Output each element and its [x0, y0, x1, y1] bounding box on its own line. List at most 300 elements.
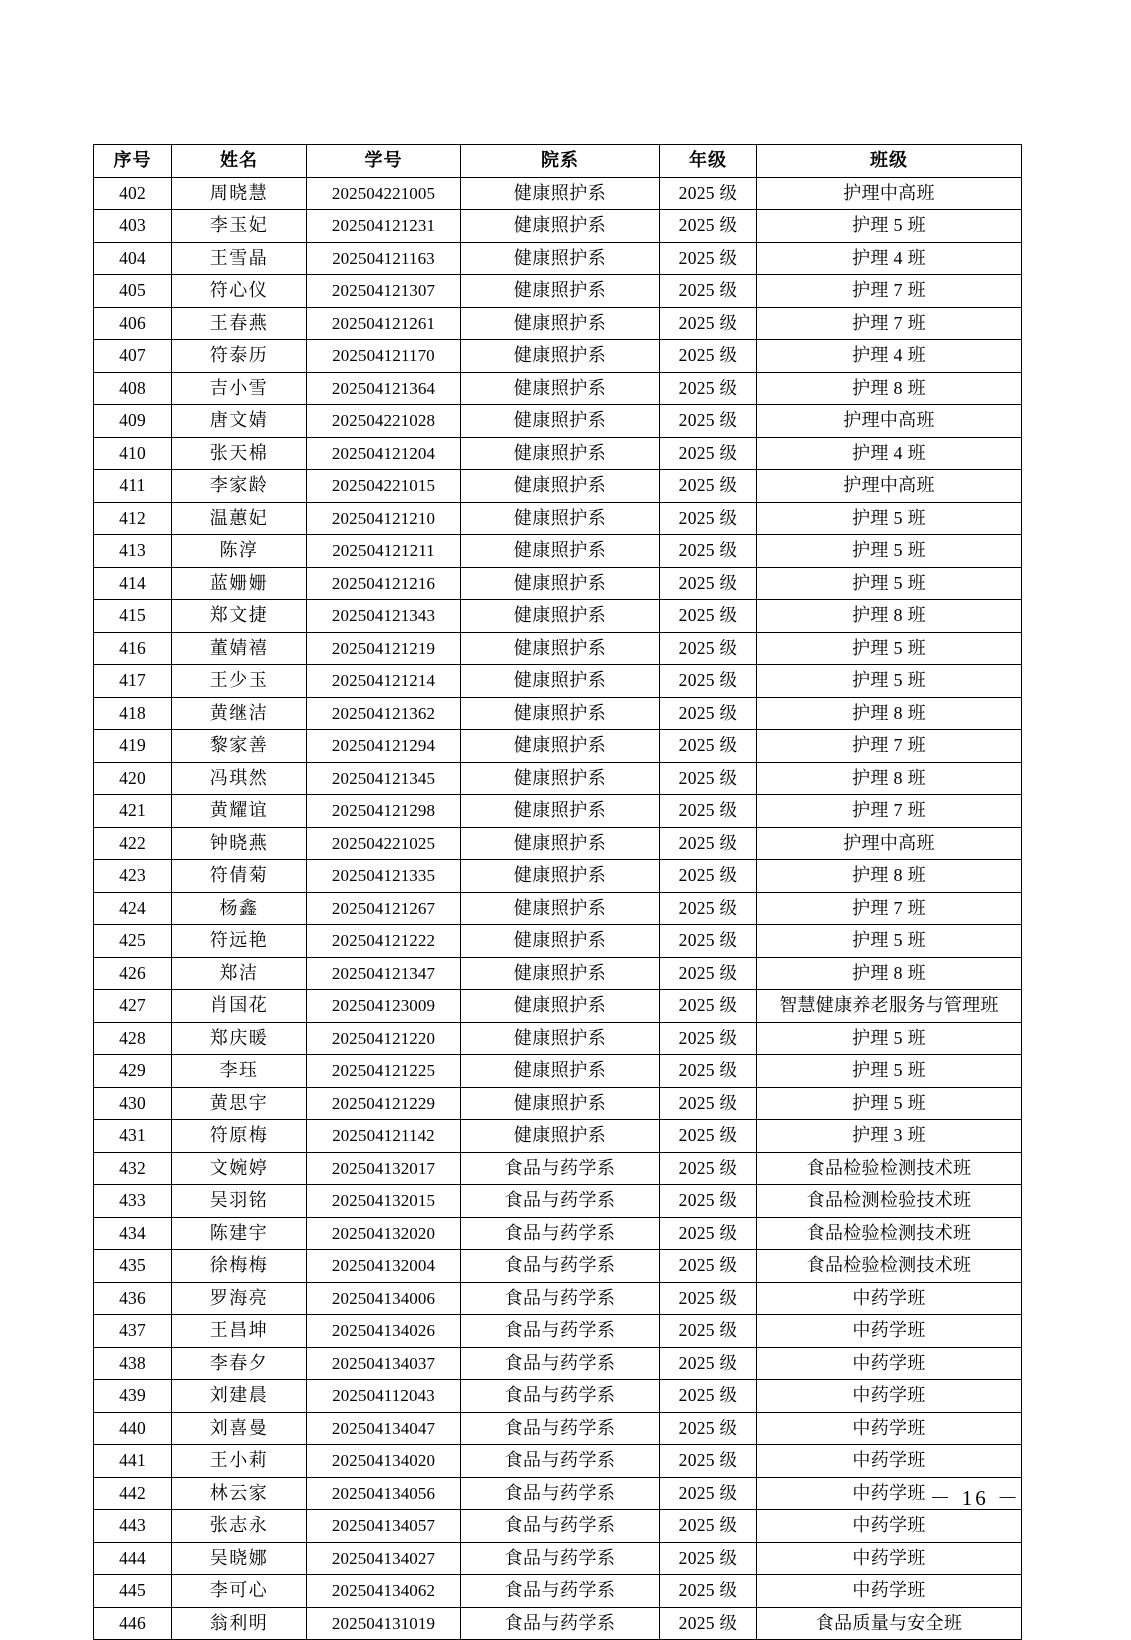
cell-grade: 2025 级 [660, 1412, 757, 1445]
cell-student-id: 202504121170 [307, 340, 461, 373]
cell-class: 中药学班 [757, 1575, 1022, 1608]
cell-grade: 2025 级 [660, 1087, 757, 1120]
cell-name: 郑庆暖 [172, 1022, 307, 1055]
cell-class: 护理 5 班 [757, 925, 1022, 958]
cell-student-id: 202504121210 [307, 502, 461, 535]
cell-department: 健康照护系 [461, 665, 660, 698]
cell-name: 蓝姗姗 [172, 567, 307, 600]
table-row [94, 697, 1022, 730]
cell-department: 健康照护系 [461, 567, 660, 600]
cell-sequence: 423 [94, 860, 172, 893]
cell-department: 健康照护系 [461, 600, 660, 633]
cell-grade: 2025 级 [660, 405, 757, 438]
cell-student-id: 202504112043 [307, 1380, 461, 1413]
cell-department: 健康照护系 [461, 470, 660, 503]
cell-grade: 2025 级 [660, 1120, 757, 1153]
cell-department: 食品与药学系 [461, 1380, 660, 1413]
cell-name: 吴羽铭 [172, 1185, 307, 1218]
cell-department: 健康照护系 [461, 1055, 660, 1088]
cell-class: 护理 8 班 [757, 697, 1022, 730]
cell-sequence: 412 [94, 502, 172, 535]
table-row [94, 535, 1022, 568]
table-row [94, 1412, 1022, 1445]
cell-class: 护理 5 班 [757, 502, 1022, 535]
cell-name: 徐梅梅 [172, 1250, 307, 1283]
table-row [94, 1055, 1022, 1088]
cell-grade: 2025 级 [660, 502, 757, 535]
cell-name: 黄继洁 [172, 697, 307, 730]
cell-grade: 2025 级 [660, 372, 757, 405]
cell-department: 健康照护系 [461, 210, 660, 243]
cell-grade: 2025 级 [660, 275, 757, 308]
cell-sequence: 427 [94, 990, 172, 1023]
table-row [94, 1250, 1022, 1283]
cell-student-id: 202504221005 [307, 177, 461, 210]
table-body [94, 177, 1022, 1640]
table-header-row [94, 145, 1022, 178]
cell-student-id: 202504121267 [307, 892, 461, 925]
cell-name: 唐文婧 [172, 405, 307, 438]
cell-department: 健康照护系 [461, 177, 660, 210]
table-row [94, 340, 1022, 373]
table-row [94, 1217, 1022, 1250]
cell-student-id: 202504221015 [307, 470, 461, 503]
cell-student-id: 202504121214 [307, 665, 461, 698]
table-row [94, 275, 1022, 308]
cell-student-id: 202504132017 [307, 1152, 461, 1185]
cell-name: 王少玉 [172, 665, 307, 698]
cell-sequence: 443 [94, 1510, 172, 1543]
cell-name: 杨鑫 [172, 892, 307, 925]
cell-name: 黎家善 [172, 730, 307, 763]
cell-department: 健康照护系 [461, 1087, 660, 1120]
cell-sequence: 402 [94, 177, 172, 210]
cell-grade: 2025 级 [660, 1477, 757, 1510]
cell-grade: 2025 级 [660, 860, 757, 893]
cell-grade: 2025 级 [660, 665, 757, 698]
cell-sequence: 419 [94, 730, 172, 763]
cell-sequence: 431 [94, 1120, 172, 1153]
cell-sequence: 440 [94, 1412, 172, 1445]
table-row [94, 665, 1022, 698]
cell-department: 食品与药学系 [461, 1575, 660, 1608]
cell-sequence: 446 [94, 1607, 172, 1640]
cell-student-id: 202504134047 [307, 1412, 461, 1445]
cell-sequence: 445 [94, 1575, 172, 1608]
cell-class: 中药学班 [757, 1282, 1022, 1315]
cell-class: 中药学班 [757, 1510, 1022, 1543]
cell-department: 健康照护系 [461, 860, 660, 893]
cell-class: 中药学班 [757, 1315, 1022, 1348]
cell-class: 食品检验检测技术班 [757, 1217, 1022, 1250]
cell-grade: 2025 级 [660, 1152, 757, 1185]
cell-student-id: 202504121163 [307, 242, 461, 275]
table-row [94, 957, 1022, 990]
cell-grade: 2025 级 [660, 1315, 757, 1348]
cell-class: 护理 5 班 [757, 632, 1022, 665]
cell-department: 健康照护系 [461, 437, 660, 470]
cell-student-id: 202504121219 [307, 632, 461, 665]
cell-grade: 2025 级 [660, 795, 757, 828]
cell-sequence: 410 [94, 437, 172, 470]
cell-sequence: 421 [94, 795, 172, 828]
cell-student-id: 202504132020 [307, 1217, 461, 1250]
cell-grade: 2025 级 [660, 1185, 757, 1218]
cell-department: 食品与药学系 [461, 1607, 660, 1640]
cell-sequence: 420 [94, 762, 172, 795]
cell-department: 健康照护系 [461, 502, 660, 535]
cell-name: 符原梅 [172, 1120, 307, 1153]
table-row [94, 502, 1022, 535]
cell-class: 食品检测检验技术班 [757, 1185, 1022, 1218]
cell-grade: 2025 级 [660, 1347, 757, 1380]
cell-student-id: 202504121204 [307, 437, 461, 470]
cell-sequence: 439 [94, 1380, 172, 1413]
cell-grade: 2025 级 [660, 307, 757, 340]
table-row [94, 795, 1022, 828]
table-row [94, 470, 1022, 503]
cell-student-id: 202504121220 [307, 1022, 461, 1055]
cell-department: 健康照护系 [461, 275, 660, 308]
cell-sequence: 425 [94, 925, 172, 958]
cell-sequence: 415 [94, 600, 172, 633]
cell-class: 食品检验检测技术班 [757, 1152, 1022, 1185]
cell-grade: 2025 级 [660, 697, 757, 730]
cell-department: 健康照护系 [461, 340, 660, 373]
cell-student-id: 202504123009 [307, 990, 461, 1023]
cell-department: 健康照护系 [461, 730, 660, 763]
cell-student-id: 202504134056 [307, 1477, 461, 1510]
cell-department: 健康照护系 [461, 535, 660, 568]
cell-class: 护理 8 班 [757, 372, 1022, 405]
cell-grade: 2025 级 [660, 1250, 757, 1283]
cell-department: 食品与药学系 [461, 1315, 660, 1348]
cell-class: 护理 8 班 [757, 860, 1022, 893]
table-row [94, 1542, 1022, 1575]
cell-name: 符倩菊 [172, 860, 307, 893]
table-row [94, 372, 1022, 405]
cell-student-id: 202504134037 [307, 1347, 461, 1380]
cell-sequence: 426 [94, 957, 172, 990]
table-row [94, 177, 1022, 210]
cell-name: 符心仪 [172, 275, 307, 308]
cell-sequence: 413 [94, 535, 172, 568]
cell-class: 中药学班 [757, 1477, 1022, 1510]
cell-class: 护理 7 班 [757, 892, 1022, 925]
cell-grade: 2025 级 [660, 990, 757, 1023]
cell-grade: 2025 级 [660, 892, 757, 925]
cell-department: 健康照护系 [461, 372, 660, 405]
table-row [94, 1087, 1022, 1120]
cell-sequence: 432 [94, 1152, 172, 1185]
table-row [94, 600, 1022, 633]
cell-sequence: 438 [94, 1347, 172, 1380]
table-row [94, 1152, 1022, 1185]
cell-department: 食品与药学系 [461, 1217, 660, 1250]
cell-student-id: 202504134057 [307, 1510, 461, 1543]
cell-department: 健康照护系 [461, 827, 660, 860]
table-row [94, 1282, 1022, 1315]
cell-name: 郑文捷 [172, 600, 307, 633]
cell-class: 护理 3 班 [757, 1120, 1022, 1153]
cell-department: 健康照护系 [461, 957, 660, 990]
cell-department: 健康照护系 [461, 307, 660, 340]
cell-class: 护理 8 班 [757, 600, 1022, 633]
cell-sequence: 407 [94, 340, 172, 373]
cell-department: 健康照护系 [461, 697, 660, 730]
cell-student-id: 202504121298 [307, 795, 461, 828]
cell-grade: 2025 级 [660, 1510, 757, 1543]
cell-sequence: 411 [94, 470, 172, 503]
table-row [94, 1380, 1022, 1413]
cell-name: 李家龄 [172, 470, 307, 503]
cell-name: 刘喜曼 [172, 1412, 307, 1445]
cell-name: 陈淳 [172, 535, 307, 568]
cell-class: 护理中高班 [757, 470, 1022, 503]
cell-sequence: 429 [94, 1055, 172, 1088]
cell-name: 郑洁 [172, 957, 307, 990]
cell-grade: 2025 级 [660, 925, 757, 958]
cell-department: 健康照护系 [461, 242, 660, 275]
cell-student-id: 202504121362 [307, 697, 461, 730]
cell-class: 中药学班 [757, 1445, 1022, 1478]
cell-student-id: 202504121347 [307, 957, 461, 990]
cell-class: 中药学班 [757, 1542, 1022, 1575]
student-roster-table-container [93, 144, 1021, 1640]
cell-name: 刘建晨 [172, 1380, 307, 1413]
table-row [94, 1607, 1022, 1640]
cell-name: 冯琪然 [172, 762, 307, 795]
cell-student-id: 202504132004 [307, 1250, 461, 1283]
cell-student-id: 202504132015 [307, 1185, 461, 1218]
cell-class: 护理 5 班 [757, 665, 1022, 698]
table-row [94, 1510, 1022, 1543]
cell-class: 护理 4 班 [757, 242, 1022, 275]
cell-student-id: 202504121335 [307, 860, 461, 893]
table-row [94, 1315, 1022, 1348]
cell-department: 食品与药学系 [461, 1152, 660, 1185]
cell-class: 护理 5 班 [757, 535, 1022, 568]
cell-class: 护理 4 班 [757, 340, 1022, 373]
cell-student-id: 202504121343 [307, 600, 461, 633]
cell-sequence: 409 [94, 405, 172, 438]
cell-class: 护理中高班 [757, 177, 1022, 210]
cell-sequence: 417 [94, 665, 172, 698]
column-header-class: 班级 [757, 145, 1022, 178]
cell-name: 吴晓娜 [172, 1542, 307, 1575]
cell-name: 黄思宇 [172, 1087, 307, 1120]
cell-student-id: 202504134006 [307, 1282, 461, 1315]
cell-student-id: 202504121294 [307, 730, 461, 763]
cell-name: 文婉婷 [172, 1152, 307, 1185]
cell-grade: 2025 级 [660, 340, 757, 373]
cell-student-id: 202504121231 [307, 210, 461, 243]
table-row [94, 567, 1022, 600]
cell-grade: 2025 级 [660, 730, 757, 763]
cell-department: 食品与药学系 [461, 1445, 660, 1478]
cell-grade: 2025 级 [660, 242, 757, 275]
cell-department: 健康照护系 [461, 1120, 660, 1153]
cell-department: 健康照护系 [461, 925, 660, 958]
cell-grade: 2025 级 [660, 827, 757, 860]
cell-sequence: 442 [94, 1477, 172, 1510]
cell-name: 肖国花 [172, 990, 307, 1023]
cell-class: 智慧健康养老服务与管理班 [757, 990, 1022, 1023]
cell-grade: 2025 级 [660, 470, 757, 503]
table-row [94, 210, 1022, 243]
cell-sequence: 418 [94, 697, 172, 730]
cell-sequence: 405 [94, 275, 172, 308]
cell-name: 董婧禧 [172, 632, 307, 665]
cell-class: 中药学班 [757, 1380, 1022, 1413]
cell-name: 李春夕 [172, 1347, 307, 1380]
cell-name: 罗海亮 [172, 1282, 307, 1315]
cell-sequence: 422 [94, 827, 172, 860]
cell-name: 温蕙妃 [172, 502, 307, 535]
table-header [94, 145, 1022, 178]
cell-student-id: 202504121345 [307, 762, 461, 795]
cell-grade: 2025 级 [660, 1607, 757, 1640]
cell-name: 黄耀谊 [172, 795, 307, 828]
table-row [94, 632, 1022, 665]
cell-student-id: 202504121229 [307, 1087, 461, 1120]
cell-sequence: 434 [94, 1217, 172, 1250]
cell-sequence: 441 [94, 1445, 172, 1478]
cell-grade: 2025 级 [660, 957, 757, 990]
column-header-student-id: 学号 [307, 145, 461, 178]
table-row [94, 925, 1022, 958]
cell-name: 林云家 [172, 1477, 307, 1510]
table-row [94, 860, 1022, 893]
cell-sequence: 428 [94, 1022, 172, 1055]
cell-student-id: 202504121307 [307, 275, 461, 308]
cell-name: 钟晓燕 [172, 827, 307, 860]
cell-grade: 2025 级 [660, 1380, 757, 1413]
cell-class: 食品检验检测技术班 [757, 1250, 1022, 1283]
cell-grade: 2025 级 [660, 1445, 757, 1478]
cell-class: 护理中高班 [757, 827, 1022, 860]
cell-grade: 2025 级 [660, 1282, 757, 1315]
page-number: － 16 － [929, 1486, 1021, 1510]
cell-class: 护理 5 班 [757, 210, 1022, 243]
table-row [94, 827, 1022, 860]
cell-student-id: 202504121364 [307, 372, 461, 405]
table-row [94, 990, 1022, 1023]
cell-student-id: 202504134026 [307, 1315, 461, 1348]
cell-grade: 2025 级 [660, 1022, 757, 1055]
table-row [94, 1575, 1022, 1608]
table-row [94, 405, 1022, 438]
cell-grade: 2025 级 [660, 600, 757, 633]
cell-grade: 2025 级 [660, 632, 757, 665]
cell-grade: 2025 级 [660, 1575, 757, 1608]
cell-name: 李玉妃 [172, 210, 307, 243]
cell-student-id: 202504221028 [307, 405, 461, 438]
cell-grade: 2025 级 [660, 437, 757, 470]
cell-sequence: 444 [94, 1542, 172, 1575]
cell-student-id: 202504134062 [307, 1575, 461, 1608]
cell-sequence: 430 [94, 1087, 172, 1120]
cell-department: 健康照护系 [461, 990, 660, 1023]
cell-sequence: 406 [94, 307, 172, 340]
cell-class: 护理 5 班 [757, 567, 1022, 600]
column-header-department: 院系 [461, 145, 660, 178]
cell-department: 健康照护系 [461, 405, 660, 438]
cell-grade: 2025 级 [660, 210, 757, 243]
table-row [94, 1185, 1022, 1218]
cell-department: 食品与药学系 [461, 1282, 660, 1315]
cell-class: 护理 5 班 [757, 1087, 1022, 1120]
cell-class: 护理 7 班 [757, 307, 1022, 340]
cell-department: 食品与药学系 [461, 1250, 660, 1283]
cell-name: 吉小雪 [172, 372, 307, 405]
cell-sequence: 408 [94, 372, 172, 405]
cell-class: 护理 8 班 [757, 957, 1022, 990]
cell-name: 陈建宇 [172, 1217, 307, 1250]
cell-class: 护理 4 班 [757, 437, 1022, 470]
cell-department: 食品与药学系 [461, 1510, 660, 1543]
cell-sequence: 416 [94, 632, 172, 665]
cell-sequence: 435 [94, 1250, 172, 1283]
table-row [94, 437, 1022, 470]
cell-grade: 2025 级 [660, 1217, 757, 1250]
cell-name: 王雪晶 [172, 242, 307, 275]
cell-name: 李可心 [172, 1575, 307, 1608]
cell-name: 张天棉 [172, 437, 307, 470]
cell-student-id: 202504134020 [307, 1445, 461, 1478]
cell-department: 食品与药学系 [461, 1412, 660, 1445]
cell-department: 食品与药学系 [461, 1347, 660, 1380]
cell-class: 中药学班 [757, 1347, 1022, 1380]
column-header-name: 姓名 [172, 145, 307, 178]
column-header-sequence: 序号 [94, 145, 172, 178]
cell-sequence: 436 [94, 1282, 172, 1315]
cell-student-id: 202504221025 [307, 827, 461, 860]
cell-department: 健康照护系 [461, 762, 660, 795]
cell-class: 中药学班 [757, 1412, 1022, 1445]
cell-department: 健康照护系 [461, 795, 660, 828]
table-row [94, 892, 1022, 925]
cell-name: 周晓慧 [172, 177, 307, 210]
column-header-grade: 年级 [660, 145, 757, 178]
cell-student-id: 202504121261 [307, 307, 461, 340]
cell-sequence: 433 [94, 1185, 172, 1218]
cell-class: 护理 7 班 [757, 795, 1022, 828]
cell-student-id: 202504121222 [307, 925, 461, 958]
cell-department: 食品与药学系 [461, 1542, 660, 1575]
table-row [94, 1022, 1022, 1055]
cell-sequence: 424 [94, 892, 172, 925]
table-row [94, 1445, 1022, 1478]
cell-name: 张志永 [172, 1510, 307, 1543]
table-row [94, 1120, 1022, 1153]
cell-name: 王昌坤 [172, 1315, 307, 1348]
cell-name: 王春燕 [172, 307, 307, 340]
cell-student-id: 202504131019 [307, 1607, 461, 1640]
cell-student-id: 202504121225 [307, 1055, 461, 1088]
cell-class: 护理 5 班 [757, 1055, 1022, 1088]
cell-student-id: 202504134027 [307, 1542, 461, 1575]
cell-student-id: 202504121216 [307, 567, 461, 600]
table-row [94, 242, 1022, 275]
cell-class: 食品质量与安全班 [757, 1607, 1022, 1640]
cell-class: 护理 8 班 [757, 762, 1022, 795]
cell-department: 健康照护系 [461, 632, 660, 665]
cell-department: 食品与药学系 [461, 1185, 660, 1218]
cell-department: 健康照护系 [461, 1022, 660, 1055]
cell-name: 符远艳 [172, 925, 307, 958]
cell-student-id: 202504121142 [307, 1120, 461, 1153]
